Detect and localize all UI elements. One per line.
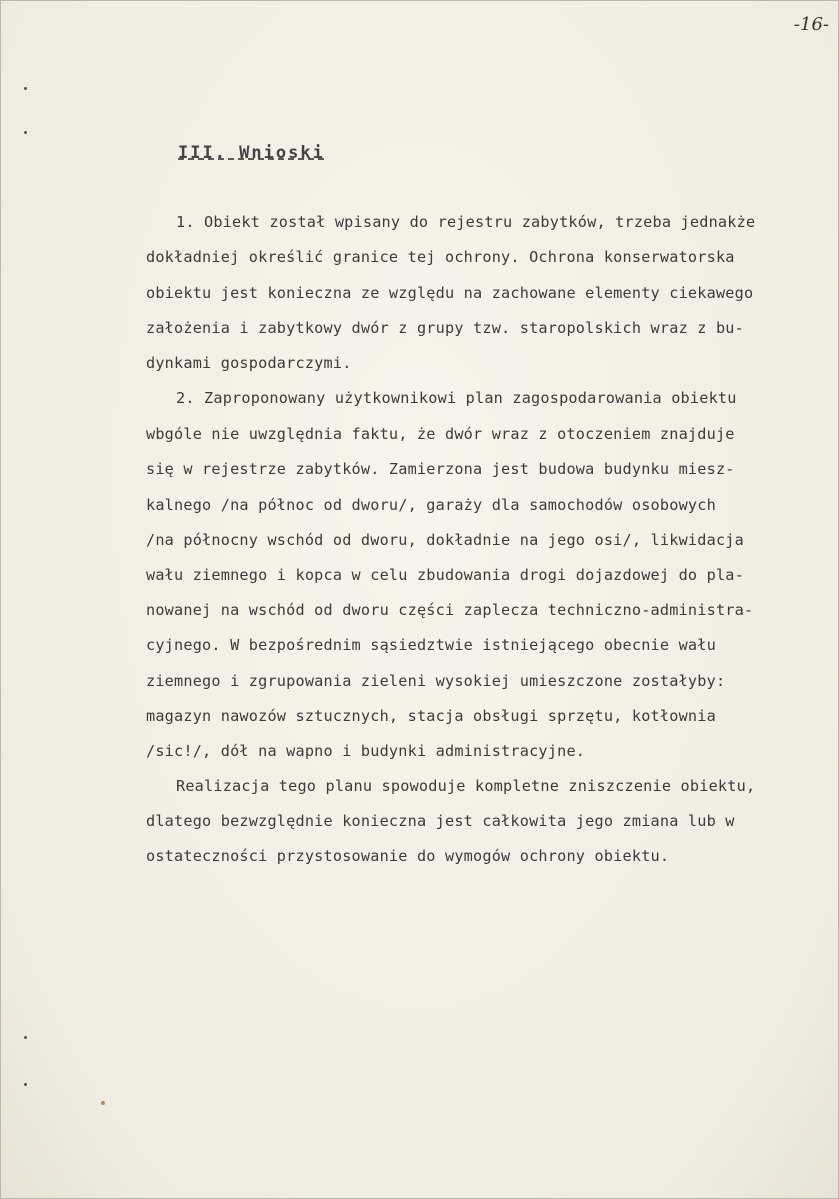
body-line: cyjnego. W bezpośrednim sąsiedztwie istniejącego obecnie wału <box>146 636 716 654</box>
body-line: 2. Zaproponowany użytkownikowi plan zagospodarowania obiektu <box>176 389 737 407</box>
body-line: /na północny wschód od dworu, dokładnie na jego osi/, likwidacja <box>146 531 744 549</box>
body-line: dlatego bezwzględnie konieczna jest całkowita jego zmiana lub w <box>146 812 735 830</box>
page-number: -16- <box>793 14 829 35</box>
body-line: ostateczności przystosowanie do wymogów ochrony obiektu. <box>146 847 670 865</box>
body-line: wału ziemnego i kopca w celu zbudowania drogi dojazdowej do pla- <box>146 566 744 584</box>
body-line: /sic!/, dół na wapno i budynki administracyjne. <box>146 742 586 760</box>
body-line: się w rejestrze zabytków. Zamierzona jest budowa budynku miesz- <box>146 460 735 478</box>
body-line: wbgóle nie uwzględnia faktu, że dwór wraz z otoczeniem znajduje <box>146 425 735 443</box>
punch-mark <box>24 1083 27 1086</box>
body-line: nowanej na wschód od dworu części zaplecza techniczno-administra- <box>146 601 754 619</box>
body-line: założenia i zabytkowy dwór z grupy tzw. staropolskich wraz z bu- <box>146 319 744 337</box>
body-line: kalnego /na północ od dworu/, garaży dla samochodów osobowych <box>146 496 716 514</box>
body-line: 1. Obiekt został wpisany do rejestru zabytków, trzeba jednakże <box>176 213 756 231</box>
body-line: magazyn nawozów sztucznych, stacja obsługi sprzętu, kotłownia <box>146 707 716 725</box>
punch-mark <box>24 87 27 90</box>
section-title: III. Wnioski <box>178 143 325 163</box>
body-line: Realizacja tego planu spowoduje kompletne zniszczenie obiektu, <box>176 777 756 795</box>
punch-mark <box>24 131 27 134</box>
body-line: obiektu jest konieczna ze względu na zachowane elementy ciekawego <box>146 284 754 302</box>
stain-mark <box>101 1101 105 1105</box>
body-line: dokładniej określić granice tej ochrony. Ochrona konserwatorska <box>146 248 735 266</box>
punch-mark <box>24 1036 27 1039</box>
body-line: ziemnego i zgrupowania zieleni wysokiej umieszczone zostałyby: <box>146 672 726 690</box>
body-line: dynkami gospodarczymi. <box>146 354 352 372</box>
